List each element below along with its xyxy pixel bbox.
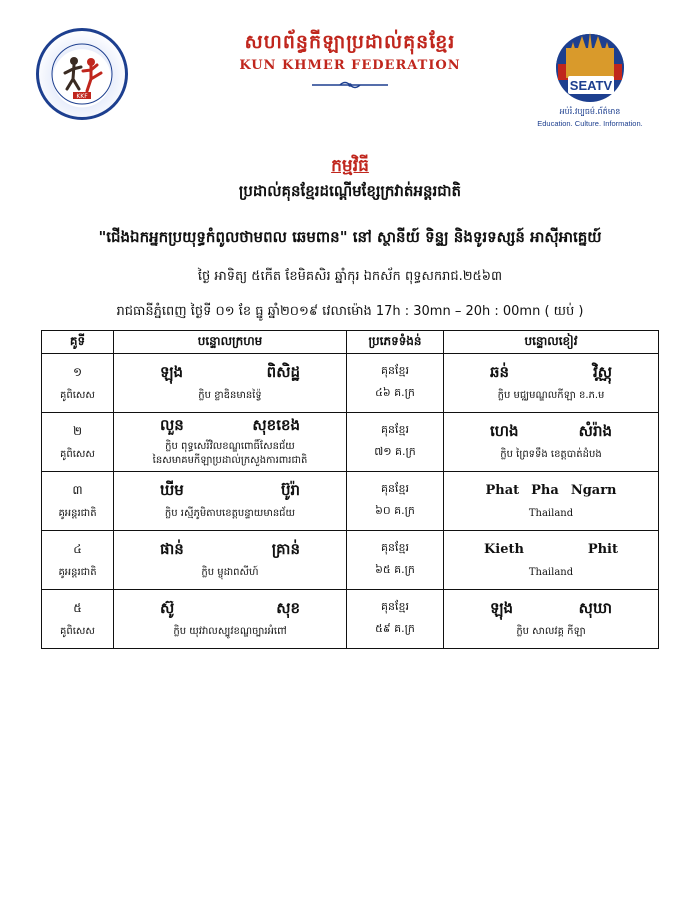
red-fighter-last-name: សុខ bbox=[276, 599, 300, 617]
blue-fighter-cell bbox=[444, 531, 659, 590]
pair-cell bbox=[42, 472, 114, 531]
red-fighter-last-name: គ្រាន់ bbox=[271, 540, 300, 558]
federation-name-khmer: សហព័ន្ធកីឡាប្រដាល់គុនខ្មែរ bbox=[244, 31, 456, 53]
header-blue-corner: បន្ទោលខៀវ bbox=[444, 331, 659, 354]
red-fighter-cell bbox=[114, 413, 347, 472]
lunar-date-line: ថ្ងៃ អាទិត្យ ៥កើត ខែមិគសិរ ឆ្នាំកុរ ឯកស័ក ពុទ្ធសករាជ.២៥៦៣ bbox=[197, 269, 503, 284]
pair-category: គូពិសេស bbox=[60, 625, 95, 637]
date-time-line: រាជធានីភ្នំពេញ ថ្ងៃទី ០១ ខែ ធ្នូ ឆ្នាំ២០១៩ វេលាម៉ោង 17h : 30mn – 20h : 00mn ( យប់ ) bbox=[116, 304, 584, 319]
red-fighter-cell bbox=[114, 531, 347, 590]
red-fighter-last-name: សុខខេង bbox=[252, 416, 300, 434]
weight-type: គុនខ្មែរ bbox=[381, 423, 409, 436]
table-row bbox=[42, 354, 659, 413]
weight-value: ៦០ គ.ក្រ bbox=[375, 504, 415, 517]
red-fighter-first-name: ផាន់ bbox=[160, 540, 184, 558]
blue-fighter-first-name: ឆន់ bbox=[490, 363, 510, 381]
blue-fighter-cell bbox=[444, 413, 659, 472]
federation-name-english: KUN KHMER FEDERATION bbox=[239, 58, 461, 73]
blue-fighter-first-name: ឡុង bbox=[490, 599, 514, 617]
blue-fighter-name-part: Pha bbox=[531, 483, 559, 498]
red-fighter-club: ក្លិប ម្ចុដាពសីហ៍ bbox=[201, 567, 259, 578]
weight-cell bbox=[347, 413, 444, 472]
pair-category: គូអន្តរជាតិ bbox=[58, 507, 97, 519]
red-fighter-cell bbox=[114, 590, 347, 649]
table-row bbox=[42, 531, 659, 590]
pair-number: ៥ bbox=[73, 600, 82, 615]
weight-cell bbox=[347, 354, 444, 413]
svg-text:Education. Culture. Informatio: Education. Culture. Information. bbox=[537, 119, 643, 128]
blue-fighter-name-part: Phat bbox=[485, 483, 520, 498]
blue-fighter-club: ក្លិប ព្រៃទទឹង ខេត្តបាត់ដំបង bbox=[500, 449, 602, 460]
event-description: "ជើងឯកអ្នកប្រយុទ្ធកំពូលថាមពល ឆេមពាន" នៅ ស្ថានីយ៍ ទិន្ទ្យ និងទូរទស្សន៍ អាស៊ីអាគ្នេយ៍ bbox=[98, 228, 602, 246]
blue-fighter-club: ក្លិប សាលវគ្គ កីឡា bbox=[516, 626, 586, 637]
table-row bbox=[42, 590, 659, 649]
red-fighter-club: ក្លិប ខ្លាឌិនមានទ្វ៉ៃ bbox=[198, 390, 262, 401]
pair-category: គូពិសេស bbox=[60, 448, 95, 460]
weight-value: ៧១ គ.ក្រ bbox=[374, 445, 416, 458]
weight-value: ៦៥ គ.ក្រ bbox=[375, 563, 415, 576]
blue-fighter-last-name: សំរ៉ាង bbox=[578, 422, 612, 440]
page-header bbox=[0, 0, 700, 140]
blue-fighter-last-name: សុឃា bbox=[578, 599, 612, 617]
pair-cell bbox=[42, 354, 114, 413]
red-fighter-club: ក្លិប ពុទ្ធសេរីវិលខណ្ឌពោធិ៍សែនជ័យ bbox=[165, 441, 295, 452]
pair-cell bbox=[42, 531, 114, 590]
blue-fighter-country: Thailand bbox=[528, 508, 574, 519]
table-row bbox=[42, 413, 659, 472]
program-title: កម្មវិធី bbox=[331, 156, 369, 176]
weight-cell bbox=[347, 531, 444, 590]
blue-fighter-name-part: Ngarn bbox=[570, 483, 617, 498]
pair-cell bbox=[42, 590, 114, 649]
weight-type: គុនខ្មែរ bbox=[381, 541, 409, 554]
pair-number: ២ bbox=[72, 423, 83, 438]
kickboxers-logo-icon bbox=[39, 31, 125, 117]
weight-value: ៤៦ គ.ក្រ bbox=[375, 386, 415, 399]
blue-fighter-cell bbox=[444, 472, 659, 531]
red-fighter-club: ក្លិប រស្មីភូមិតាបខេត្តបន្ទាយមានជ័យ bbox=[164, 508, 296, 519]
weight-cell bbox=[347, 472, 444, 531]
weight-type: គុនខ្មែរ bbox=[381, 600, 409, 613]
pair-category: គូអន្តរជាតិ bbox=[58, 566, 97, 578]
red-fighter-club: ក្លិប យុវវាលស្បូវខណ្ឌច្បារអំពៅ bbox=[173, 626, 287, 637]
red-fighter-cell bbox=[114, 472, 347, 531]
red-fighter-cell bbox=[114, 354, 347, 413]
svg-text:អប់រំ.វប្បធម៌.ព័ត៌មាន: អប់រំ.វប្បធម៌.ព័ត៌មាន bbox=[559, 107, 621, 116]
svg-text:SEATV: SEATV bbox=[569, 78, 613, 93]
svg-text:KKF: KKF bbox=[76, 93, 88, 100]
blue-fighter-last-name: វិស្ណុ bbox=[592, 363, 612, 381]
red-fighter-first-name: ឡុង bbox=[160, 363, 184, 381]
red-fighter-first-name: លួន bbox=[160, 416, 184, 434]
pair-number: ៤ bbox=[73, 541, 82, 556]
pair-number: ១ bbox=[72, 364, 83, 379]
pair-cell bbox=[42, 413, 114, 472]
angkor-wat-logo-icon bbox=[528, 30, 652, 130]
header-pair-number: គូទី bbox=[42, 331, 114, 354]
pair-number: ៣ bbox=[72, 482, 83, 497]
red-fighter-first-name: ឃីម bbox=[160, 481, 184, 499]
ornament-divider-icon bbox=[310, 80, 390, 90]
blue-fighter-name-part: Phit bbox=[587, 542, 618, 557]
program-subtitle: ប្រដាល់គុនខ្មែរដណ្ដើមខ្សែក្រវាត់អន្តរជាតិ bbox=[238, 182, 462, 200]
blue-fighter-country: Thailand bbox=[528, 567, 574, 578]
blue-fighter-first-name: ហេង bbox=[490, 422, 519, 440]
red-fighter-club-line-2: នៃសមាគមកីឡាប្រដាល់ក្រសួងការពារជាតិ bbox=[152, 455, 308, 466]
weight-type: គុនខ្មែរ bbox=[381, 482, 409, 495]
weight-cell bbox=[347, 590, 444, 649]
blue-fighter-name-part: Kieth bbox=[484, 542, 524, 557]
red-fighter-last-name: ពិសិដ្ឋ bbox=[266, 363, 300, 381]
weight-value: ៥៩ គ.ក្រ bbox=[375, 622, 415, 635]
red-fighter-first-name: ស៊ូ bbox=[160, 599, 175, 617]
header-weight-class: ប្រភេទទំងន់ bbox=[347, 331, 444, 354]
weight-type: គុនខ្មែរ bbox=[381, 364, 409, 377]
table-row bbox=[42, 472, 659, 531]
kkf-logo bbox=[36, 28, 128, 120]
pair-category: គូពិសេស bbox=[60, 389, 95, 401]
red-fighter-last-name: ប៊ូរ៉ា bbox=[280, 481, 300, 499]
blue-fighter-club: ក្លិប មជ្ឈមណ្ឌលកីឡា ខ.ភ.ម bbox=[497, 390, 605, 401]
blue-fighter-cell bbox=[444, 354, 659, 413]
header-red-corner: បន្ទោលក្រហម bbox=[114, 331, 347, 354]
blue-fighter-cell bbox=[444, 590, 659, 649]
match-table bbox=[41, 330, 659, 649]
table-header-row bbox=[42, 331, 659, 354]
seatv-logo bbox=[528, 30, 652, 130]
